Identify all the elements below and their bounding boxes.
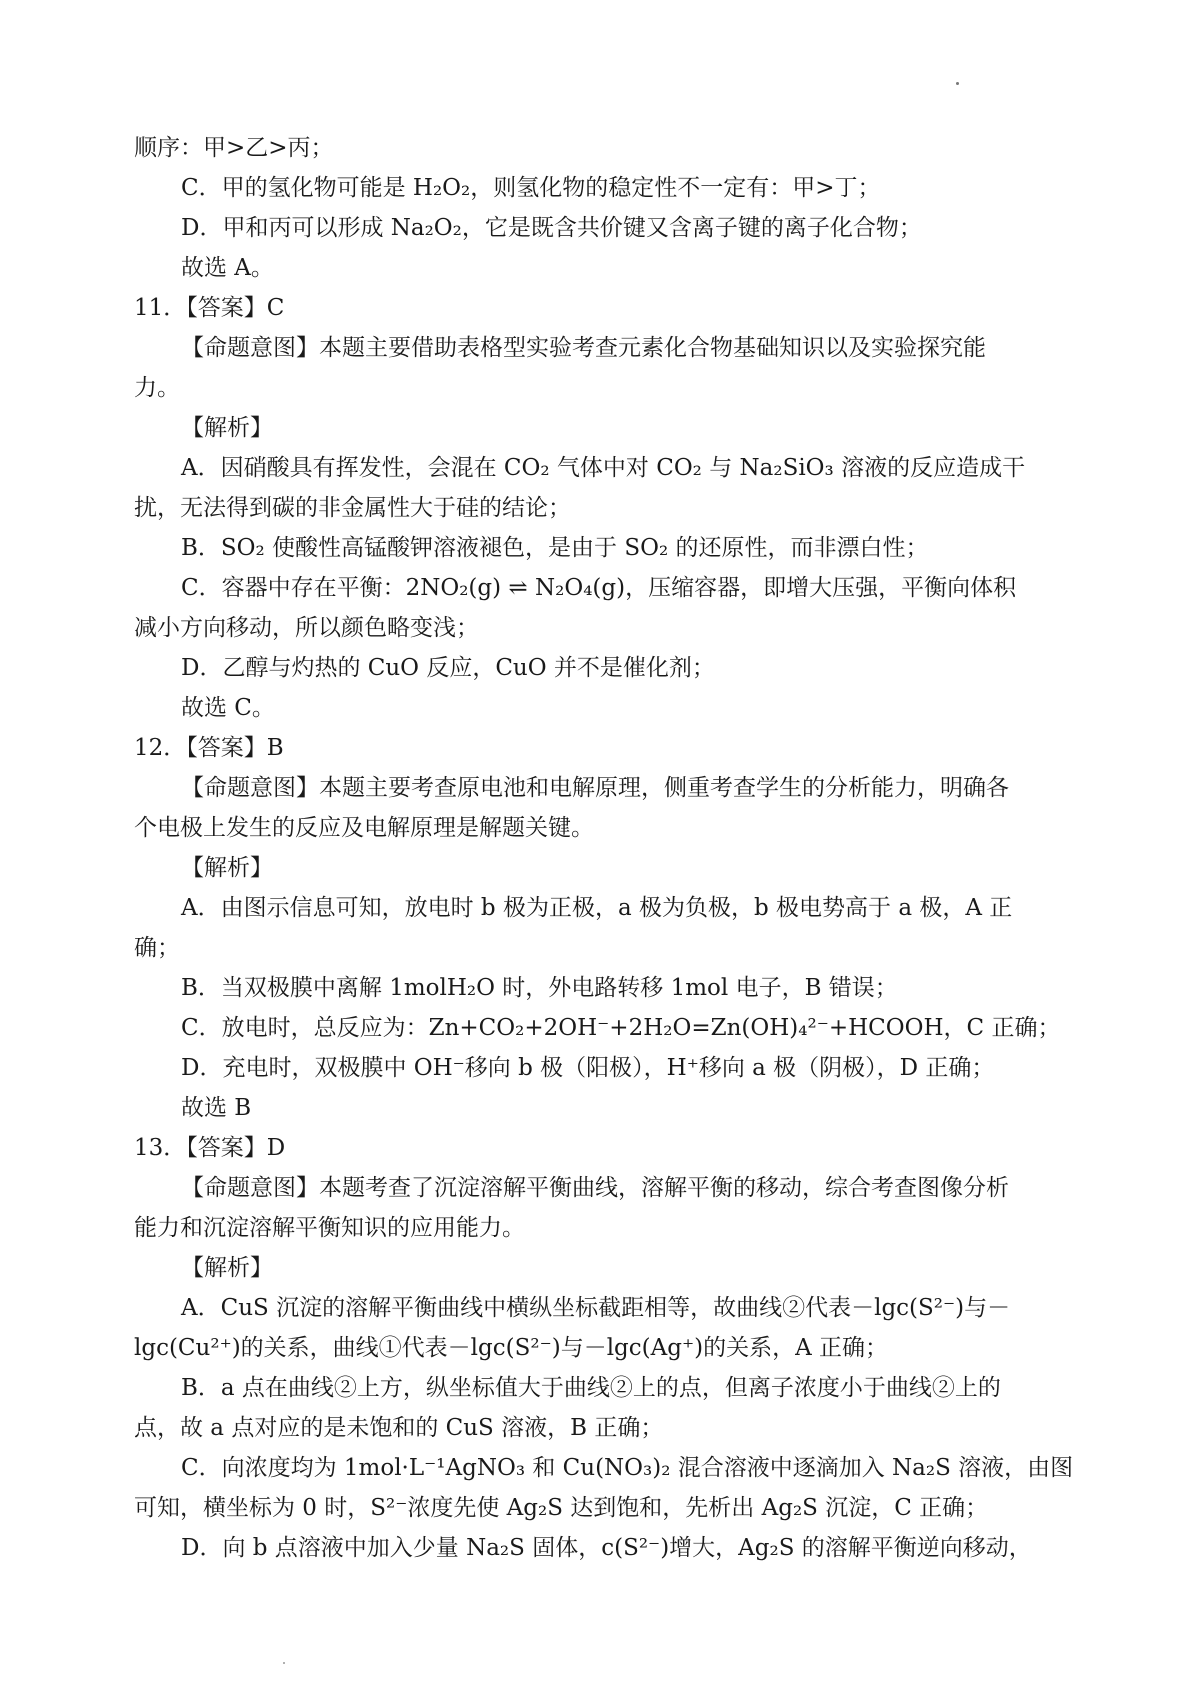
text-line: 确；: [134, 935, 180, 961]
text-line: C．甲的氢化物可能是 H₂O₂，则氢化物的稳定性不一定有：甲>丁；: [181, 175, 881, 201]
text-line: 点，故 a 点对应的是未饱和的 CuS 溶液，B 正确；: [134, 1415, 664, 1441]
text-line: C．容器中存在平衡：2NO₂(g) ⇌ N₂O₄(g)，压缩容器，即增大压强，平衡向体积: [181, 575, 1017, 601]
text-line: 故选 C。: [181, 695, 275, 721]
text-line: 【命题意图】本题主要考查原电池和电解原理，侧重考查学生的分析能力，明确各: [181, 775, 1009, 801]
text-line: 【解析】: [181, 415, 273, 441]
text-line: 可知，横坐标为 0 时，S²⁻浓度先使 Ag₂S 达到饱和，先析出 Ag₂S 沉淀，C 正确；: [134, 1495, 989, 1521]
text-line: 减小方向移动，所以颜色略变浅；: [134, 615, 479, 641]
text-line: 扰，无法得到碳的非金属性大于硅的结论；: [134, 495, 571, 521]
text-line: 能力和沉淀溶解平衡知识的应用能力。: [134, 1215, 525, 1241]
text-line: 力。: [134, 375, 180, 401]
text-line: 【解析】: [181, 1255, 273, 1281]
text-line: 个电极上发生的反应及电解原理是解题关键。: [134, 815, 594, 841]
text-line: lgc(Cu²⁺)的关系，曲线①代表－lgc(S²⁻)与－lgc(Ag⁺)的关系，A 正确；: [134, 1335, 889, 1361]
text-line: B．a 点在曲线②上方，纵坐标值大于曲线②上的点，但离子浓度小于曲线②上的: [181, 1375, 1001, 1401]
text-line: 【命题意图】本题考查了沉淀溶解平衡曲线，溶解平衡的移动，综合考查图像分析: [181, 1175, 1009, 1201]
text-line: B．当双极膜中离解 1molH₂O 时，外电路转移 1mol 电子，B 错误；: [181, 975, 898, 1001]
text-line: 故选 B: [181, 1095, 252, 1121]
text-line: 故选 A。: [181, 255, 274, 281]
text-line: C．向浓度均为 1mol·L⁻¹AgNO₃ 和 Cu(NO₃)₂ 混合溶液中逐滴加入 Na₂S 溶液，由图: [181, 1455, 1074, 1481]
text-line: B．SO₂ 使酸性高锰酸钾溶液褪色，是由于 SO₂ 的还原性，而非漂白性；: [181, 535, 929, 561]
text-line: C．放电时，总反应为：Zn+CO₂+2OH⁻+2H₂O=Zn(OH)₄²⁻+HCOOH，C 正确；: [181, 1015, 1061, 1041]
text-line: D．充电时，双极膜中 OH⁻移向 b 极（阳极），H⁺移向 a 极（阴极），D 正确；: [181, 1055, 995, 1081]
answer-explanation-body: [134, 128, 1074, 1568]
text-line: 【命题意图】本题主要借助表格型实验考查元素化合物基础知识以及实验探究能: [181, 335, 986, 361]
text-line: 【解析】: [181, 855, 273, 881]
text-line: A．因硝酸具有挥发性，会混在 CO₂ 气体中对 CO₂ 与 Na₂SiO₃ 溶液的反应造成干: [181, 455, 1026, 481]
text-line: 13．【答案】D: [134, 1135, 286, 1161]
text-line: 12．【答案】B: [134, 735, 284, 761]
text-line: D．乙醇与灼热的 CuO 反应，CuO 并不是催化剂；: [181, 655, 715, 681]
text-line: D．甲和丙可以形成 Na₂O₂，它是既含共价键又含离子键的离子化合物；: [181, 215, 922, 241]
text-line: 顺序：甲>乙>丙；: [134, 135, 334, 161]
scan-speck: [956, 82, 959, 85]
scan-speck: [283, 1662, 285, 1664]
text-line: A．由图示信息可知，放电时 b 极为正极，a 极为负极，b 极电势高于 a 极，A 正: [181, 895, 1013, 921]
text-line: A．CuS 沉淀的溶解平衡曲线中横纵坐标截距相等，故曲线②代表－lgc(S²⁻)与－: [181, 1295, 1011, 1321]
text-line: 11．【答案】C: [134, 295, 285, 321]
text-line: D．向 b 点溶液中加入少量 Na₂S 固体，c(S²⁻)增大，Ag₂S 的溶解平衡逆向移动，: [181, 1535, 1032, 1561]
